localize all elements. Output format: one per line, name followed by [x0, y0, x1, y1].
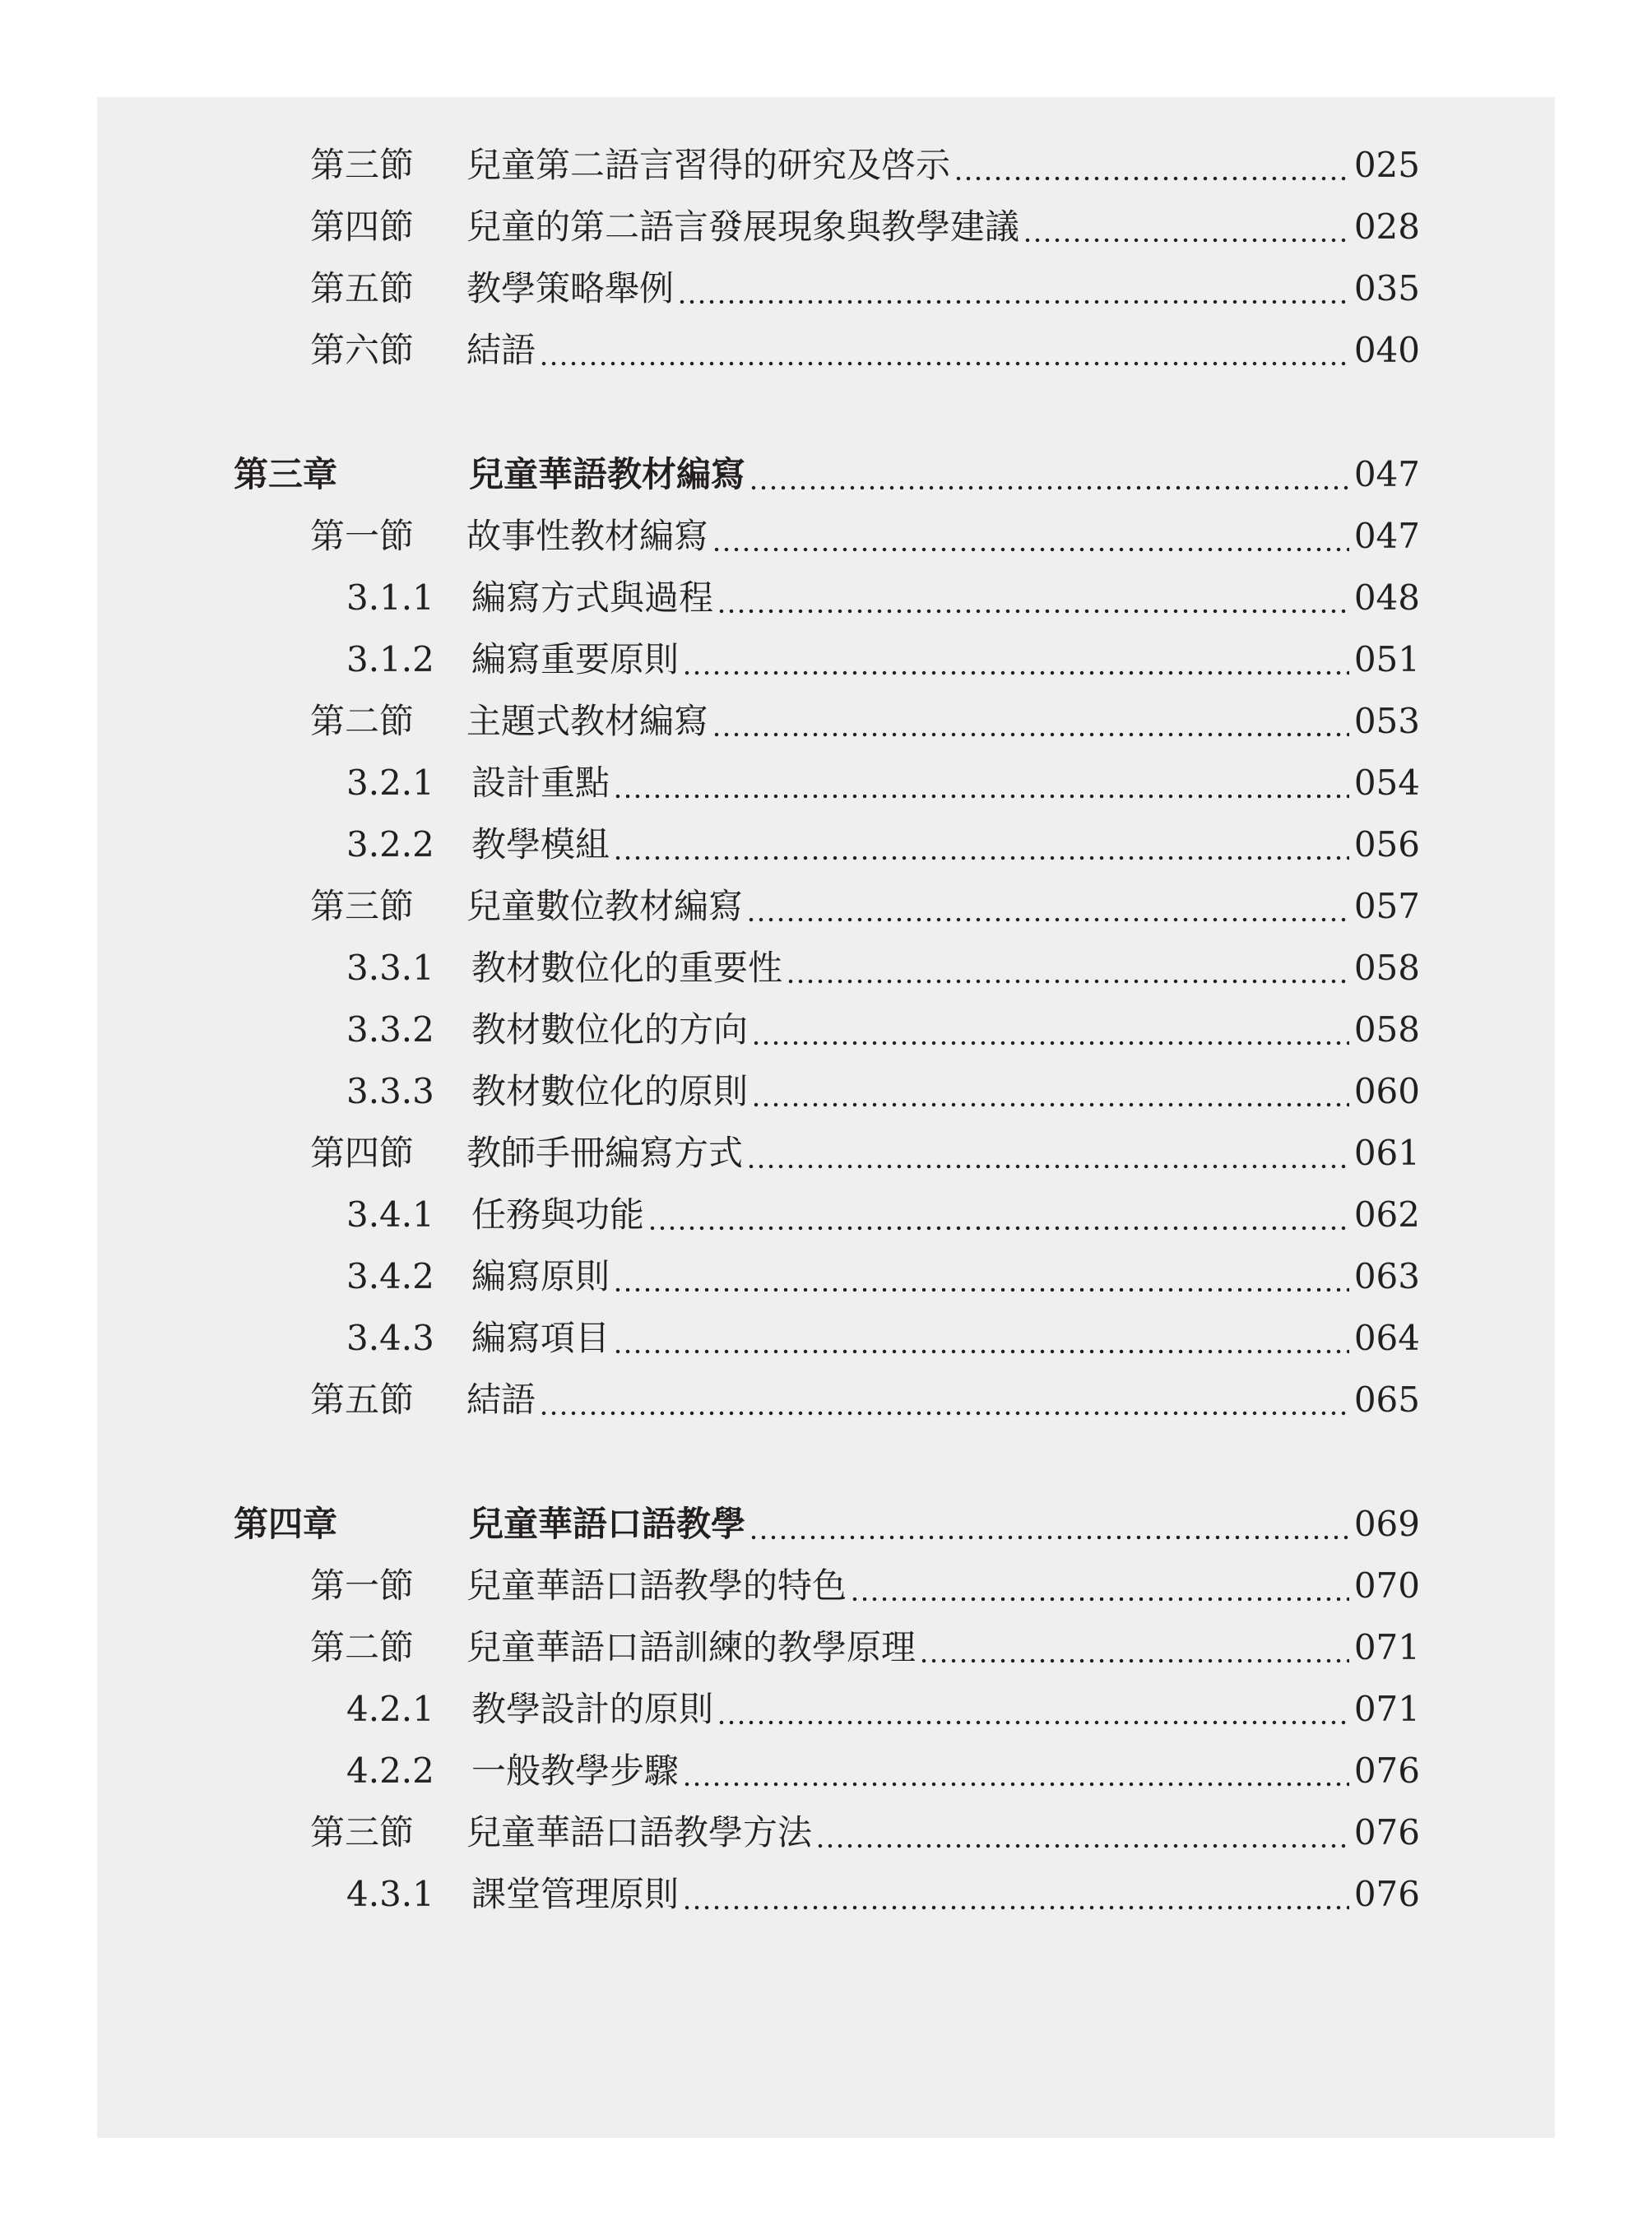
dot-leader [539, 1375, 1349, 1425]
toc-subsection-row[interactable] [346, 573, 1420, 623]
toc-entry-title: 教學設計的原則 [471, 1689, 714, 1729]
toc-page-number: 028 [1353, 206, 1420, 247]
toc-entry-title: 兒童華語口語訓練的教學原理 [466, 1627, 916, 1667]
toc-entry-label: 第二節 [310, 701, 415, 741]
toc-entry-label: 第四節 [310, 1133, 415, 1173]
dot-leader [613, 1252, 1349, 1301]
toc-subsection-row[interactable] [346, 1005, 1420, 1055]
toc-entry-title: 編寫原則 [471, 1256, 610, 1296]
dot-leader [682, 1870, 1349, 1919]
toc-entry-title: 教師手冊編寫方式 [466, 1133, 744, 1173]
toc-page-number: 076 [1353, 1750, 1420, 1791]
dot-leader [712, 512, 1349, 561]
dot-leader [682, 1746, 1349, 1796]
toc-entry-label: 4.3.1 [346, 1874, 434, 1914]
toc-page-number: 051 [1353, 639, 1420, 679]
toc-entry-label: 3.2.1 [346, 763, 434, 803]
toc-entry-label: 第四章 [234, 1504, 338, 1544]
dot-leader [954, 141, 1349, 190]
toc-entry-title: 兒童華語口語教學方法 [466, 1812, 813, 1852]
toc-entry-title: 教材數位化的重要性 [471, 948, 783, 988]
toc-entry-label: 3.2.2 [346, 824, 434, 865]
toc-section-row[interactable] [310, 1561, 1420, 1611]
dot-leader [786, 944, 1349, 993]
toc-page-number: 071 [1353, 1627, 1420, 1667]
toc-chapter-row[interactable] [234, 450, 1420, 499]
toc-entry-label: 3.4.3 [346, 1318, 434, 1358]
toc-entry-title: 任務與功能 [471, 1194, 645, 1235]
dot-leader [749, 1500, 1349, 1549]
toc-page-number: 048 [1353, 577, 1420, 618]
toc-entry-label: 第四節 [310, 206, 415, 247]
toc-entry-label: 第三節 [310, 145, 415, 185]
toc-section-row[interactable] [310, 141, 1420, 190]
toc-entry-label: 第一節 [310, 1565, 415, 1606]
toc-page-number: 047 [1353, 454, 1420, 494]
toc-entry-title: 主題式教材編寫 [466, 701, 709, 741]
toc-section-row[interactable] [310, 1375, 1420, 1425]
toc-entry-title: 教材數位化的方向 [471, 1009, 749, 1050]
toc-entry-label: 3.1.2 [346, 639, 434, 679]
dot-leader [682, 635, 1349, 684]
dot-leader [1023, 202, 1349, 252]
toc-page-number: 071 [1353, 1689, 1420, 1729]
toc-subsection-row[interactable] [346, 820, 1420, 869]
dot-leader [613, 758, 1349, 808]
toc-entry-title: 教學模組 [471, 824, 610, 865]
toc-section-row[interactable] [310, 1623, 1420, 1672]
toc-page-number: 057 [1353, 886, 1420, 926]
dot-leader [815, 1808, 1349, 1857]
toc-subsection-row[interactable] [346, 1746, 1420, 1796]
toc-entry-title: 編寫重要原則 [471, 639, 680, 679]
dot-leader [613, 820, 1349, 869]
toc-page-number: 065 [1353, 1379, 1420, 1420]
toc-entry-label: 第三節 [310, 1812, 415, 1852]
toc-page-number: 076 [1353, 1874, 1420, 1914]
toc-page-number: 070 [1353, 1565, 1420, 1606]
toc-page-number: 056 [1353, 824, 1420, 865]
toc-entry-label: 第三章 [234, 454, 338, 494]
toc-entry-label: 3.4.1 [346, 1194, 434, 1235]
toc-entry-title: 結語 [466, 1379, 536, 1420]
toc-subsection-row[interactable] [346, 1067, 1420, 1116]
dot-leader [539, 326, 1349, 375]
toc-page-number: 040 [1353, 330, 1420, 370]
toc-subsection-row[interactable] [346, 758, 1420, 808]
toc-entry-label: 4.2.1 [346, 1689, 434, 1729]
toc-page-number: 047 [1353, 516, 1420, 556]
toc-entry-title: 兒童的第二語言發展現象與教學建議 [466, 206, 1020, 247]
toc-entry-title: 兒童華語教材編寫 [469, 454, 746, 494]
toc-entry-title: 兒童數位教材編寫 [466, 886, 744, 926]
toc-entry-label: 3.3.1 [346, 948, 434, 988]
toc-section-row[interactable] [310, 1129, 1420, 1178]
toc-entry-label: 第三節 [310, 886, 415, 926]
toc-entry-label: 第六節 [310, 330, 415, 370]
toc-section-row[interactable] [310, 1808, 1420, 1857]
toc-page-number: 064 [1353, 1318, 1420, 1358]
toc-entry-title: 兒童華語口語教學 [469, 1504, 746, 1544]
dot-leader [647, 1190, 1349, 1240]
toc-entry-label: 第二節 [310, 1627, 415, 1667]
toc-page-number: 058 [1353, 1009, 1420, 1050]
toc-entry-label: 第五節 [310, 268, 415, 308]
toc-subsection-row[interactable] [346, 1870, 1420, 1919]
toc-entry-title: 編寫項目 [471, 1318, 610, 1358]
toc-page-number: 035 [1353, 268, 1420, 308]
toc-entry-label: 3.3.3 [346, 1071, 434, 1111]
dot-leader [919, 1623, 1349, 1672]
dot-leader [746, 1129, 1349, 1178]
document-page [97, 97, 1555, 2138]
toc-page-number: 054 [1353, 763, 1420, 803]
dot-leader [717, 1685, 1349, 1734]
toc-entry-title: 一般教學步驟 [471, 1750, 680, 1791]
toc-page-number: 058 [1353, 948, 1420, 988]
toc-entry-title: 教學策略舉例 [466, 268, 675, 308]
toc-entry-label: 3.3.2 [346, 1009, 434, 1050]
toc-section-row[interactable] [310, 202, 1420, 252]
toc-page-number: 069 [1353, 1504, 1420, 1544]
toc-page-number: 063 [1353, 1256, 1420, 1296]
dot-leader [850, 1561, 1349, 1611]
dot-leader [751, 1067, 1349, 1116]
toc-chapter-row[interactable] [234, 1500, 1420, 1549]
dot-leader [712, 697, 1349, 746]
toc-subsection-row[interactable] [346, 635, 1420, 684]
toc-entry-title: 兒童華語口語教學的特色 [466, 1565, 847, 1606]
toc-entry-title: 教材數位化的原則 [471, 1071, 749, 1111]
toc-entry-label: 第五節 [310, 1379, 415, 1420]
toc-section-row[interactable] [310, 264, 1420, 313]
toc-section-row[interactable] [310, 697, 1420, 746]
dot-leader [749, 450, 1349, 499]
toc-entry-title: 課堂管理原則 [471, 1874, 680, 1914]
toc-section-row[interactable] [310, 512, 1420, 561]
toc-subsection-row[interactable] [346, 944, 1420, 993]
toc-subsection-row[interactable] [346, 1314, 1420, 1363]
dot-leader [613, 1314, 1349, 1363]
toc-entry-title: 結語 [466, 330, 536, 370]
dot-leader [717, 573, 1349, 623]
toc-page-number: 061 [1353, 1133, 1420, 1173]
toc-page-number: 025 [1353, 145, 1420, 185]
toc-entry-title: 兒童第二語言習得的研究及啓示 [466, 145, 951, 185]
toc-section-row[interactable] [310, 326, 1420, 375]
toc-entry-label: 3.1.1 [346, 577, 434, 618]
toc-page-number: 060 [1353, 1071, 1420, 1111]
dot-leader [751, 1005, 1349, 1055]
toc-subsection-row[interactable] [346, 1685, 1420, 1734]
toc-entry-title: 故事性教材編寫 [466, 516, 709, 556]
toc-entry-title: 設計重點 [471, 763, 610, 803]
toc-subsection-row[interactable] [346, 1252, 1420, 1301]
toc-entry-label: 3.4.2 [346, 1256, 434, 1296]
dot-leader [746, 882, 1349, 931]
toc-entry-label: 第一節 [310, 516, 415, 556]
toc-section-row[interactable] [310, 882, 1420, 931]
toc-entry-label: 4.2.2 [346, 1750, 434, 1791]
dot-leader [677, 264, 1349, 313]
toc-subsection-row[interactable] [346, 1190, 1420, 1240]
toc-page-number: 062 [1353, 1194, 1420, 1235]
toc-page-number: 076 [1353, 1812, 1420, 1852]
toc-page-number: 053 [1353, 701, 1420, 741]
toc-entry-title: 編寫方式與過程 [471, 577, 714, 618]
